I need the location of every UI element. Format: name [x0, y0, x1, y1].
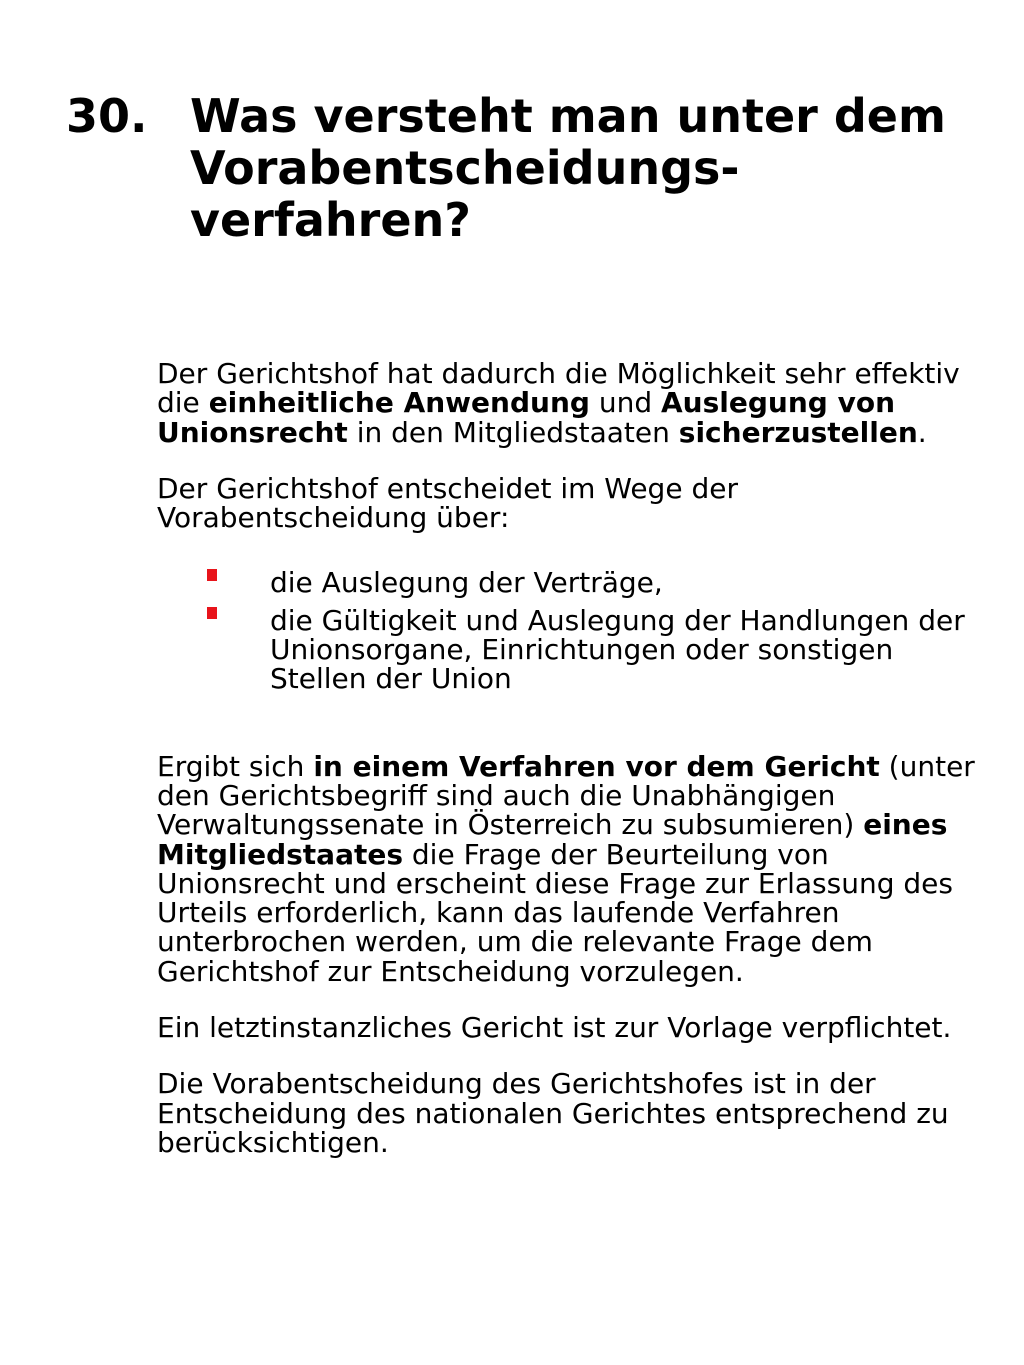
- answer-body: [157, 359, 977, 1157]
- scope-list: [157, 566, 977, 696]
- question-number: 30.: [66, 89, 148, 143]
- square-bullet-icon: [207, 607, 217, 619]
- question-title: [190, 90, 990, 246]
- list-item: [157, 566, 977, 600]
- referral-text-1: Ergibt sich: [157, 749, 314, 783]
- purpose-emphasis-1: einheitliche Anwendung: [208, 386, 590, 420]
- list-item-text: die Auslegung der Verträge,: [270, 566, 663, 600]
- paragraph-purpose: [157, 359, 977, 447]
- spacer: [157, 986, 977, 1013]
- spacer: [157, 532, 977, 568]
- purpose-text-4: .: [917, 415, 927, 449]
- spacer: [157, 1042, 977, 1069]
- referral-emphasis-2: eines Mitgliedstaates: [157, 808, 948, 871]
- purpose-emphasis-3: sicherzustellen: [678, 415, 918, 449]
- purpose-text-3: in den Mitgliedstaaten: [347, 415, 679, 449]
- referral-emphasis-1: in einem Verfahren vor dem Gericht: [313, 749, 880, 783]
- referral-text-3: die Frage der Beurteilung von Unionsrecht und erscheint diese Frage zur Erlassung des Urteils erforderlich, kann das laufende Verfahren unterbrochen werden, um die relevante Frage dem Gerichtshof zur Entscheidung vorzulegen.: [157, 837, 953, 988]
- paragraph-scope-intro: Der Gerichtshof entscheidet im Wege der Vorabentscheidung über:: [157, 471, 738, 535]
- question-title-line-1: Was versteht man unter dem: [190, 89, 946, 143]
- list-item-text: die Gültigkeit und Auslegung der Handlungen der Unionsorgane, Einrichtungen oder sonstigen Stellen der Union: [270, 603, 965, 696]
- paragraph-referral: [157, 749, 977, 988]
- purpose-text-1: Der Gerichtshof hat dadurch die Möglichkeit sehr effektiv die: [157, 357, 960, 420]
- square-bullet-icon: [207, 569, 217, 581]
- paragraph-binding-effect: Die Vorabentscheidung des Gerichtshofes ist in der Entscheidung des nationalen Gerichtes entsprechend zu berücksichtigen.: [157, 1067, 949, 1159]
- question-title-line-2: Vorabentscheidungs-: [190, 141, 740, 195]
- purpose-text-2: und: [589, 386, 662, 420]
- paragraph-obligation: Ein letztinstanzliches Gericht ist zur Vorlage verpflichtet.: [157, 1011, 952, 1045]
- spacer: [157, 694, 977, 752]
- referral-text-2: (unter den Gerichtsbegriff sind auch die Unabhängigen Verwaltungssenate in Österreich zu subsumieren): [157, 749, 975, 842]
- purpose-emphasis-2: Auslegung von Unionsrecht: [157, 386, 895, 449]
- question-title-line-3: verfahren?: [190, 193, 471, 247]
- list-item: [157, 603, 977, 696]
- spacer: [157, 447, 977, 474]
